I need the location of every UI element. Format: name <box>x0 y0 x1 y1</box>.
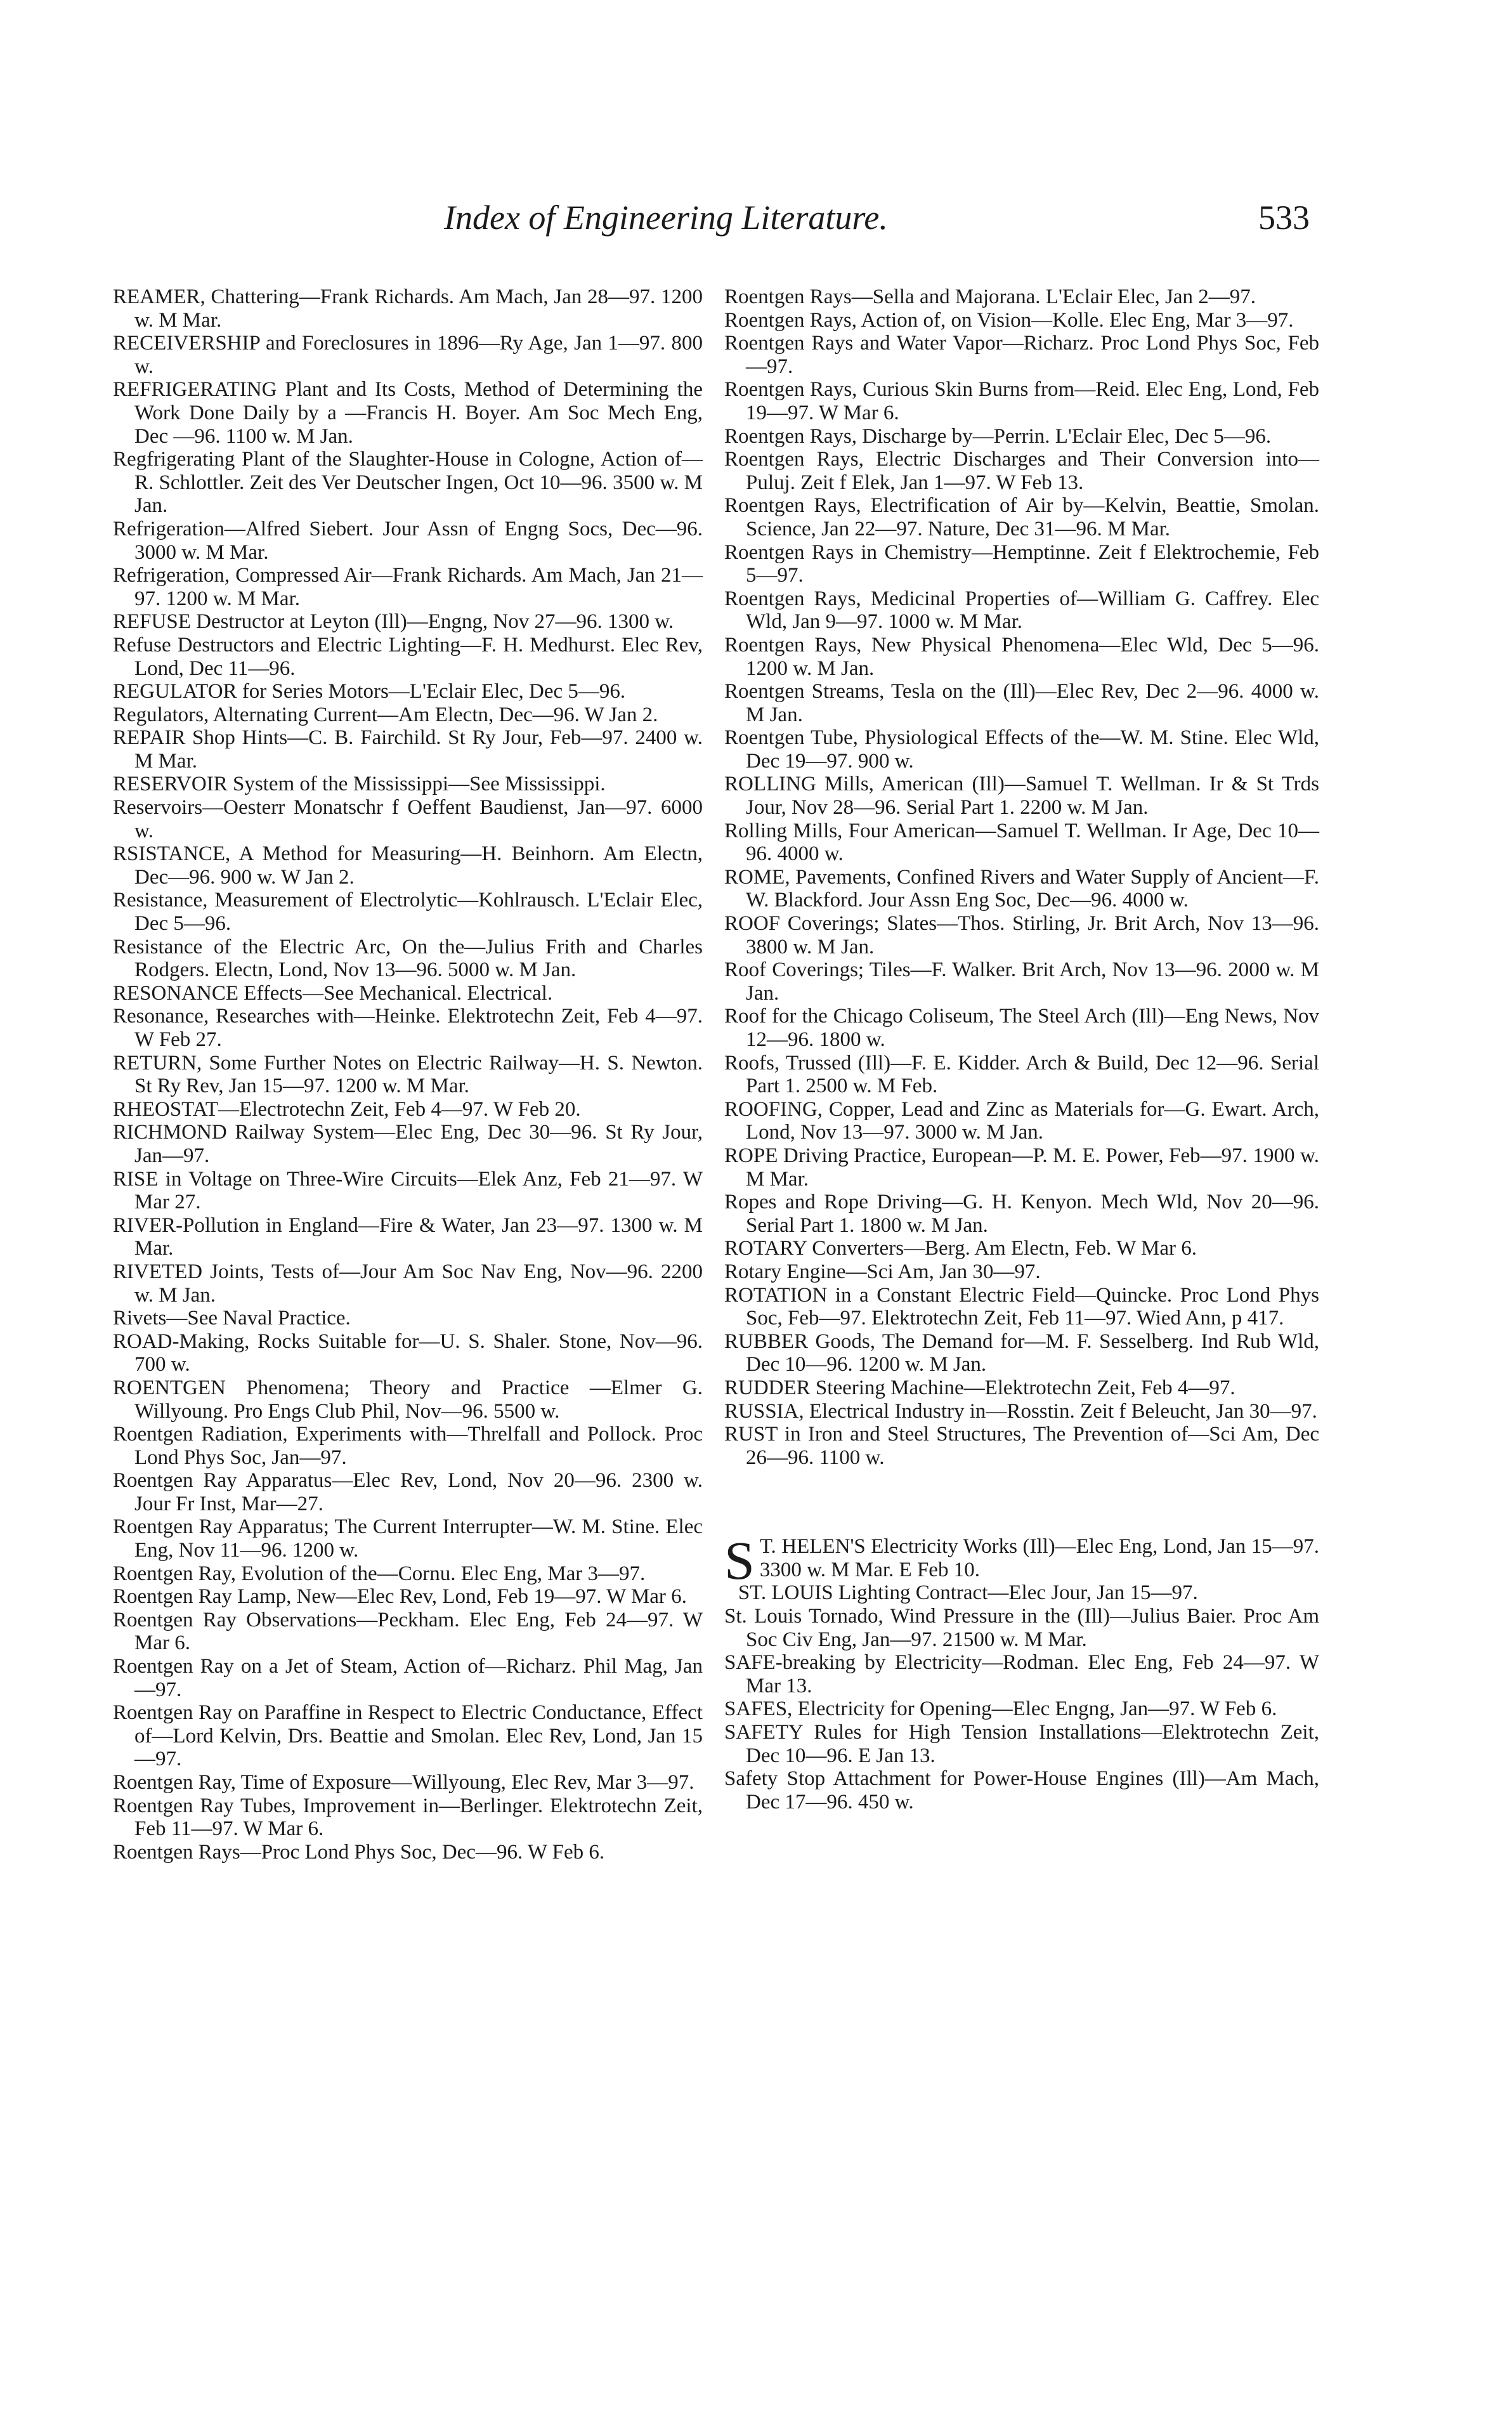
index-entry: Rolling Mills, Four American—Samuel T. Wellman. Ir Age, Dec 10—96. 4000 w. <box>724 819 1319 866</box>
index-entry: ROPE Driving Practice, European—P. M. E. Power, Feb—97. 1900 w. M Mar. <box>724 1144 1319 1191</box>
index-entry: RECEIVERSHIP and Foreclosures in 1896—Ry Age, Jan 1—97. 800 w. <box>113 332 703 378</box>
index-entry: Resistance of the Electric Arc, On the—Julius Frith and Charles Rodgers. Electn, Lond, Nov 13—96. 5000 w. M Jan. <box>113 935 703 982</box>
index-entry: Roentgen Rays, Electrification of Air by—Kelvin, Beattie, Smolan. Science, Jan 22—97. Nature, Dec 31—96. M Mar. <box>724 494 1319 540</box>
index-entry: Roof Coverings; Tiles—F. Walker. Brit Arch, Nov 13—96. 2000 w. M Jan. <box>724 958 1319 1005</box>
page-number: 533 <box>1258 199 1310 237</box>
index-entry: RETURN, Some Further Notes on Electric Railway—H. S. Newton. St Ry Rev, Jan 15—97. 1200 w. M Mar. <box>113 1051 703 1098</box>
entry-text: T. HELEN'S Electricity Works (Ill)—Elec Eng, Lond, Jan 15—97. 3300 w. M Mar. E Feb 10. <box>759 1535 1319 1581</box>
right-column-entries-r <box>724 285 1319 1469</box>
index-entry: Refrigeration, Compressed Air—Frank Richards. Am Mach, Jan 21—97. 1200 w. M Mar. <box>113 564 703 610</box>
index-entry: Roof for the Chicago Coliseum, The Steel Arch (Ill)—Eng News, Nov 12—96. 1800 w. <box>724 1005 1319 1051</box>
page-header <box>0 198 1512 249</box>
index-entry: Roentgen Rays, Action of, on Vision—Kolle. Elec Eng, Mar 3—97. <box>724 308 1294 332</box>
index-entry: Safety Stop Attachment for Power-House Engines (Ill)—Am Mach, Dec 17—96. 450 w. <box>724 1767 1319 1813</box>
index-entry: RICHMOND Railway System—Elec Eng, Dec 30—96. St Ry Jour, Jan—97. <box>113 1121 703 1167</box>
index-entry: RUDDER Steering Machine—Elektrotechn Zeit, Feb 4—97. <box>724 1376 1235 1399</box>
index-entry: Roentgen Tube, Physiological Effects of the—W. M. Stine. Elec Wld, Dec 19—97. 900 w. <box>724 726 1319 773</box>
index-entry: Roentgen Rays, Electric Discharges and Their Conversion into—Puluj. Zeit f Elek, Jan 1—97. W Feb 13. <box>724 448 1319 494</box>
index-entry: Ropes and Rope Driving—G. H. Kenyon. Mech Wld, Nov 20—96. Serial Part 1. 1800 w. M Jan. <box>724 1191 1319 1237</box>
index-entry: Roentgen Ray Apparatus—Elec Rev, Lond, Nov 20—96. 2300 w. Jour Fr Inst, Mar—27. <box>113 1469 703 1515</box>
index-entry: Roentgen Streams, Tesla on the (Ill)—Elec Rev, Dec 2—96. 4000 w. M Jan. <box>724 680 1319 726</box>
index-entry: RSISTANCE, A Method for Measuring—H. Beinhorn. Am Electn, Dec—96. 900 w. W Jan 2. <box>113 842 703 889</box>
index-entry: ROAD-Making, Rocks Suitable for—U. S. Shaler. Stone, Nov—96. 700 w. <box>113 1330 703 1376</box>
index-entry: Roentgen Ray, Evolution of the—Cornu. Elec Eng, Mar 3—97. <box>113 1562 646 1585</box>
right-column-entries-s <box>724 1581 1319 1813</box>
index-entry: Roentgen Rays—Sella and Majorana. L'Eclair Elec, Jan 2—97. <box>724 285 1256 308</box>
index-entry: Resistance, Measurement of Electrolytic—Kohlrausch. L'Eclair Elec, Dec 5—96. <box>113 889 703 936</box>
index-entry: Roentgen Ray Apparatus; The Current Interrupter—W. M. Stine. Elec Eng, Nov 11—96. 1200 w. <box>113 1515 703 1562</box>
index-entry: ROOFING, Copper, Lead and Zinc as Materials for—G. Ewart. Arch, Lond, Nov 13—97. 3000 w. M Jan. <box>724 1097 1319 1144</box>
index-entry: Roentgen Rays, Curious Skin Burns from—Reid. Elec Eng, Lond, Feb 19—97. W Mar 6. <box>724 378 1319 424</box>
index-entry: ROTARY Converters—Berg. Am Electn, Feb. W Mar 6. <box>724 1237 1197 1260</box>
index-entry: ROLLING Mills, American (Ill)—Samuel T. Wellman. Ir & St Trds Jour, Nov 28—96. Serial Part 1. 2200 w. M Jan. <box>724 773 1319 820</box>
index-entry: SAFES, Electricity for Opening—Elec Engng, Jan—97. W Feb 6. <box>724 1697 1277 1721</box>
index-entry: Roofs, Trussed (Ill)—F. E. Kidder. Arch & Build, Dec 12—96. Serial Part 1. 2500 w. M Feb. <box>724 1051 1319 1098</box>
section-gap <box>724 1469 1319 1535</box>
index-entry: ROME, Pavements, Confined Rivers and Water Supply of Ancient—F. W. Blackford. Jour Assn Eng Soc, Dec—96. 4000 w. <box>724 865 1319 912</box>
index-entry: Roentgen Ray on Paraffine in Respect to Electric Conductance, Effect of—Lord Kelvin, Drs. Beattie and Smolan. Elec Rev, Lond, Jan 15—97. <box>113 1701 703 1771</box>
index-entry: Roentgen Radiation, Experiments with—Threlfall and Pollock. Proc Lond Phys Soc, Jan—97. <box>113 1423 703 1469</box>
index-entry: St. Louis Tornado, Wind Pressure in the (Ill)—Julius Baier. Proc Am Soc Civ Eng, Jan—97. 21500 w. M Mar. <box>724 1605 1319 1651</box>
right-column <box>724 285 1319 1813</box>
index-entry: Roentgen Rays, Discharge by—Perrin. L'Eclair Elec, Dec 5—96. <box>724 424 1272 448</box>
drop-cap: S <box>724 1530 755 1591</box>
index-entry: ROTATION in a Constant Electric Field—Quincke. Proc Lond Phys Soc, Feb—97. Elektrotechn Zeit, Feb 11—97. Wied Ann, p 417. <box>724 1283 1319 1330</box>
index-entry: Reservoirs—Oesterr Monatschr f Oeffent Baudienst, Jan—97. 6000 w. <box>113 796 703 842</box>
index-entry: Rivets—See Naval Practice. <box>113 1307 351 1330</box>
index-entry: REGULATOR for Series Motors—L'Eclair Elec, Dec 5—96. <box>113 680 626 703</box>
index-entry: Roentgen Rays, Medicinal Properties of—William G. Caffrey. Elec Wld, Jan 9—97. 1000 w. M Mar. <box>724 587 1319 634</box>
index-entry: ST. LOUIS Lighting Contract—Elec Jour, Jan 15—97. <box>738 1581 1198 1605</box>
index-entry: Roentgen Rays and Water Vapor—Richarz. Proc Lond Phys Soc, Feb—97. <box>724 332 1319 378</box>
index-entry: Roentgen Ray Tubes, Improvement in—Berlinger. Elektrotechn Zeit, Feb 11—97. W Mar 6. <box>113 1794 703 1841</box>
index-entry: Regulators, Alternating Current—Am Electn, Dec—96. W Jan 2. <box>113 703 658 726</box>
index-entry: Refuse Destructors and Electric Lighting—F. H. Medhurst. Elec Rev, Lond, Dec 11—96. <box>113 633 703 680</box>
index-entry: Roentgen Ray Lamp, New—Elec Rev, Lond, Feb 19—97. W Mar 6. <box>113 1585 687 1609</box>
index-entry: Roentgen Ray on a Jet of Steam, Action of—Richarz. Phil Mag, Jan—97. <box>113 1655 703 1701</box>
index-entry: Roentgen Ray Observations—Peckham. Elec Eng, Feb 24—97. W Mar 6. <box>113 1608 703 1655</box>
index-entry: REPAIR Shop Hints—C. B. Fairchild. St Ry Jour, Feb—97. 2400 w. M Mar. <box>113 726 703 773</box>
index-entry: RUBBER Goods, The Demand for—M. F. Sesselberg. Ind Rub Wld, Dec 10—96. 1200 w. M Jan. <box>724 1330 1319 1376</box>
left-column <box>113 285 703 1864</box>
index-entry-st-helens <box>724 1530 1319 1591</box>
index-entry: Regfrigerating Plant of the Slaughter-House in Cologne, Action of—R. Schlottler. Zeit des Ver Deutscher Ingen, Oct 10—96. 3500 w. M Jan. <box>113 448 703 518</box>
index-entry: REAMER, Chattering—Frank Richards. Am Mach, Jan 28—97. 1200 w. M Mar. <box>113 285 703 332</box>
index-entry: SAFE-breaking by Electricity—Rodman. Elec Eng, Feb 24—97. W Mar 13. <box>724 1651 1319 1697</box>
index-entry: Resonance, Researches with—Heinke. Elektrotechn Zeit, Feb 4—97. W Feb 27. <box>113 1005 703 1051</box>
index-entry: RIVETED Joints, Tests of—Jour Am Soc Nav Eng, Nov—96. 2200 w. M Jan. <box>113 1260 703 1307</box>
running-title: Index of Engineering Literature. <box>444 199 888 237</box>
index-entry: ROOF Coverings; Slates—Thos. Stirling, Jr. Brit Arch, Nov 13—96. 3800 w. M Jan. <box>724 912 1319 958</box>
index-entry: SAFETY Rules for High Tension Installations—Elektrotechn Zeit, Dec 10—96. E Jan 13. <box>724 1721 1319 1767</box>
index-entry: Roentgen Rays in Chemistry—Hemptinne. Zeit f Elektrochemie, Feb 5—97. <box>724 540 1319 587</box>
index-entry: Roentgen Ray, Time of Exposure—Willyoung, Elec Rev, Mar 3—97. <box>113 1771 694 1794</box>
index-entry: Roentgen Rays, New Physical Phenomena—Elec Wld, Dec 5—96. 1200 w. M Jan. <box>724 633 1319 680</box>
index-entry: Rotary Engine—Sci Am, Jan 30—97. <box>724 1260 1041 1283</box>
index-entry: RESONANCE Effects—See Mechanical. Electrical. <box>113 981 553 1005</box>
index-entry: Refrigeration—Alfred Siebert. Jour Assn of Engng Socs, Dec—96. 3000 w. M Mar. <box>113 517 703 564</box>
index-entry: ROENTGEN Phenomena; Theory and Practice —Elmer G. Willyoung. Pro Engs Club Phil, Nov—96. 5500 w. <box>113 1376 703 1423</box>
index-entry: RISE in Voltage on Three-Wire Circuits—Elek Anz, Feb 21—97. W Mar 27. <box>113 1167 703 1214</box>
index-entry: RESERVOIR System of the Mississippi—See Mississippi. <box>113 773 606 796</box>
index-entry: RIVER-Pollution in England—Fire & Water, Jan 23—97. 1300 w. M Mar. <box>113 1213 703 1260</box>
index-entry: RHEOSTAT—Electrotechn Zeit, Feb 4—97. W Feb 20. <box>113 1097 581 1121</box>
index-entry: Roentgen Rays—Proc Lond Phys Soc, Dec—96. W Feb 6. <box>113 1840 605 1864</box>
index-entry: REFRIGERATING Plant and Its Costs, Method of Determining the Work Done Daily by a —Francis H. Boyer. Am Soc Mech Eng, Dec —96. 1100 w. M Jan. <box>113 378 703 448</box>
index-entry: RUST in Iron and Steel Structures, The Prevention of—Sci Am, Dec 26—96. 1100 w. <box>724 1423 1319 1469</box>
index-entry: RUSSIA, Electrical Industry in—Rosstin. Zeit f Beleucht, Jan 30—97. <box>724 1399 1317 1423</box>
index-entry: REFUSE Destructor at Leyton (Ill)—Engng, Nov 27—96. 1300 w. <box>113 610 674 634</box>
